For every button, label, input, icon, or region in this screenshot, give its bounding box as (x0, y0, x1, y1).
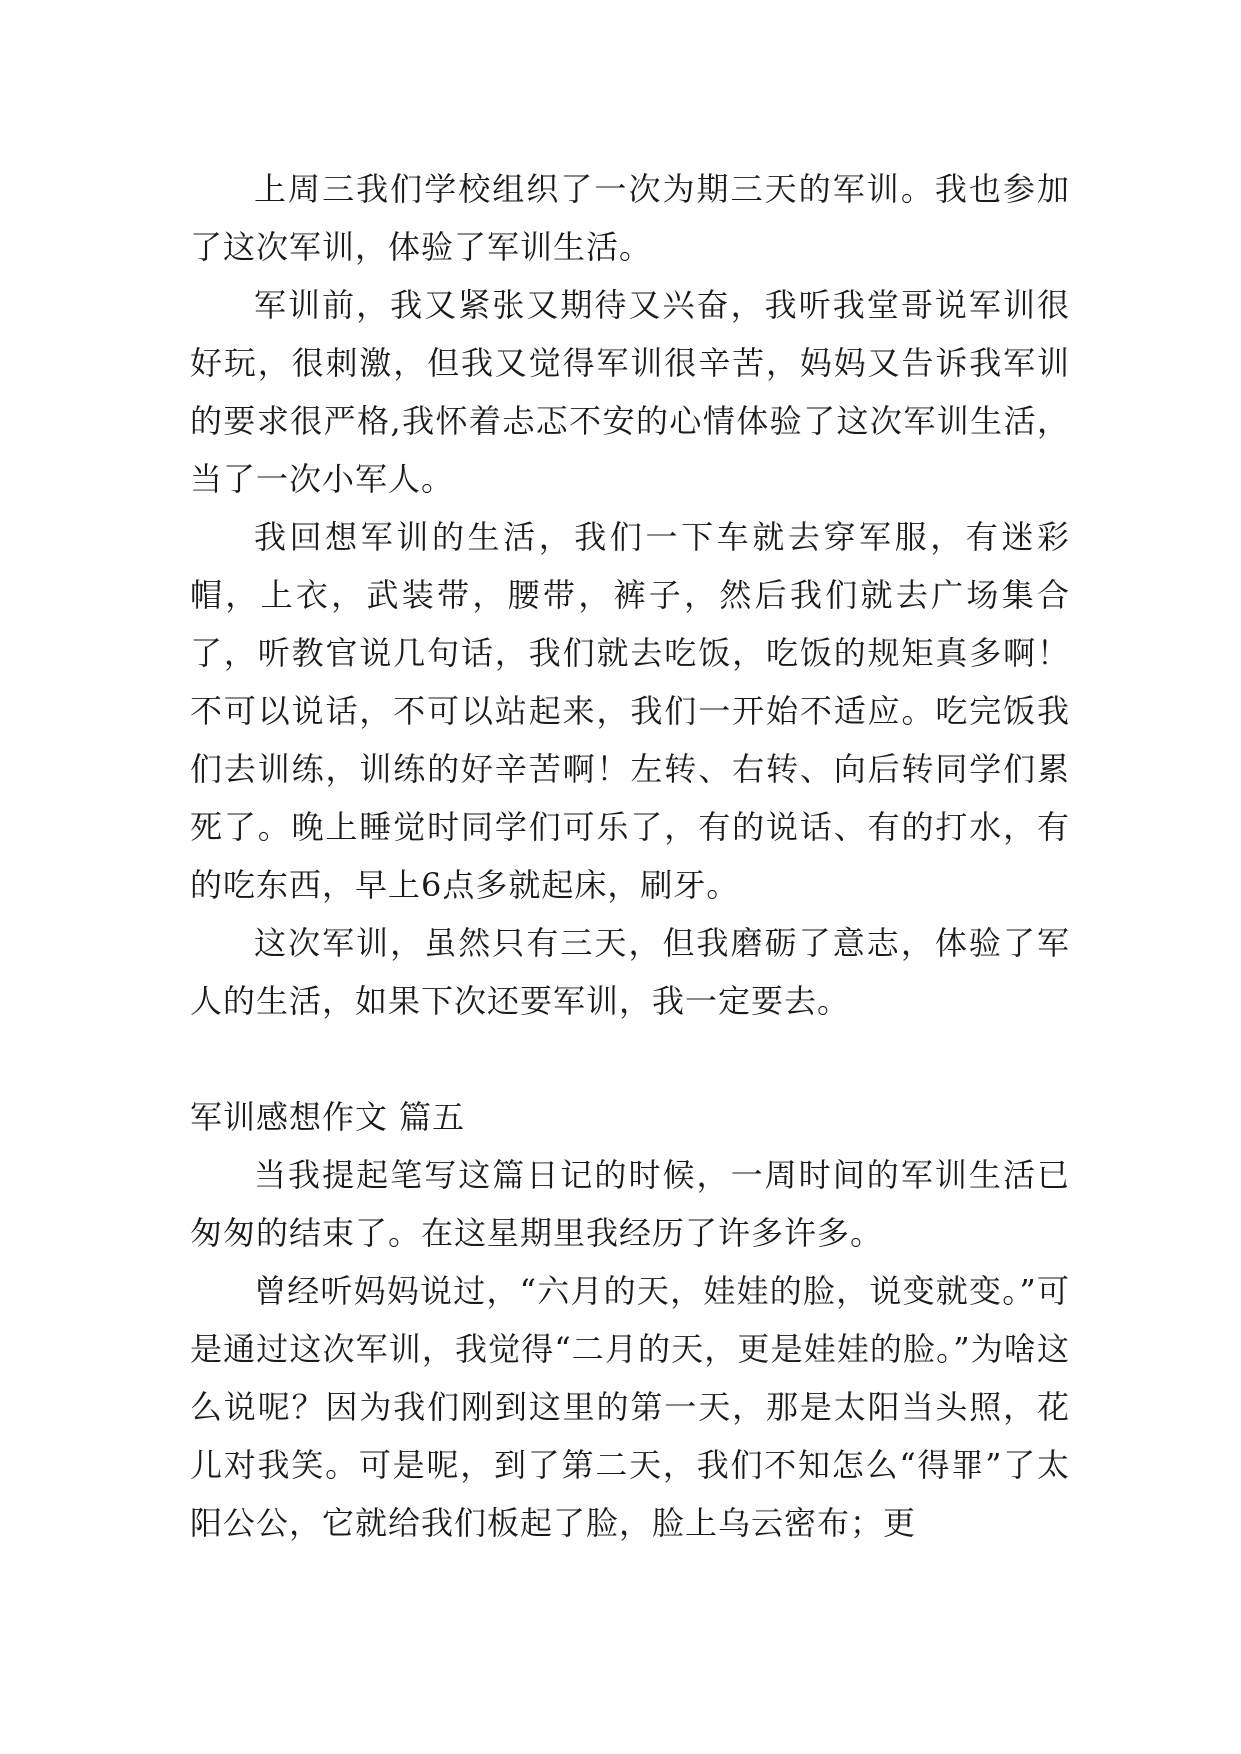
paragraph-6: 曾经听妈妈说过，“六月的天，娃娃的脸，说变就变。”可是通过这次军训，我觉得“二月的天，更是娃娃的脸。”为啥这么说呢？因为我们刚到这里的第一天，那是太阳当头照，花儿对我笑。可是呢，到了第二天，我们不知怎么“得罪”了太阳公公，它就给我们板起了脸，脸上乌云密布；更 (190, 1272, 1070, 1542)
paragraph-4: 这次军训，虽然只有三天，但我磨砺了意志，体验了军人的生活，如果下次还要军训，我一定要去。 (190, 924, 1070, 1020)
section-heading: 军训感想作文 篇五 (190, 1098, 466, 1136)
paragraph-2: 军训前，我又紧张又期待又兴奋，我听我堂哥说军训很好玩，很刺激，但我又觉得军训很辛苦，妈妈又告诉我军训的要求很严格,我怀着忐忑不安的心情体验了这次军训生活，当了一次小军人。 (190, 286, 1070, 498)
paragraph-1: 上周三我们学校组织了一次为期三天的军训。我也参加了这次军训，体验了军训生活。 (190, 170, 1070, 266)
document-body (190, 160, 1070, 1552)
paragraph-3: 我回想军训的生活，我们一下车就去穿军服，有迷彩帽，上衣，武装带，腰带，裤子，然后我们就去广场集合了，听教官说几句话，我们就去吃饭，吃饭的规矩真多啊！不可以说话，不可以站起来，我们一开始不适应。吃完饭我们去训练，训练的好辛苦啊！左转、右转、向后转同学们累死了。晚上睡觉时同学们可乐了，有的说话、有的打水，有的吃东西，早上6点多就起床，刷牙。 (190, 518, 1070, 904)
paragraph-5: 当我提起笔写这篇日记的时候，一周时间的军训生活已匆匆的结束了。在这星期里我经历了许多许多。 (190, 1156, 1070, 1252)
